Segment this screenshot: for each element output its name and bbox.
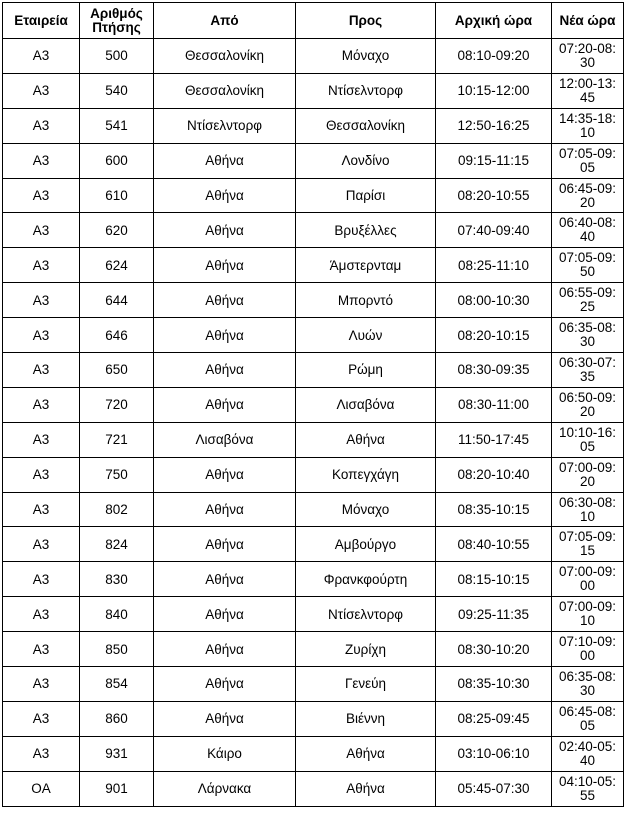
destination-cell: Μόναχο bbox=[296, 39, 436, 74]
flight-number-cell: 901 bbox=[80, 771, 154, 806]
table-body bbox=[3, 39, 624, 807]
flight-number-cell: 500 bbox=[80, 39, 154, 74]
table-row bbox=[3, 492, 624, 527]
original-time-cell: 08:35-10:15 bbox=[436, 492, 552, 527]
destination-cell: Ρώμη bbox=[296, 353, 436, 388]
table-row bbox=[3, 562, 624, 597]
origin-cell: Αθήνα bbox=[154, 667, 296, 702]
original-time-cell: 12:50-16:25 bbox=[436, 108, 552, 143]
airline-cell: A3 bbox=[3, 318, 80, 353]
origin-cell: Αθήνα bbox=[154, 178, 296, 213]
new-time-cell: 06:35-08:30 bbox=[552, 318, 624, 353]
origin-cell: Αθήνα bbox=[154, 283, 296, 318]
airline-cell: A3 bbox=[3, 39, 80, 74]
origin-cell: Αθήνα bbox=[154, 632, 296, 667]
flight-number-cell: 610 bbox=[80, 178, 154, 213]
flight-number-cell: 600 bbox=[80, 143, 154, 178]
header-row bbox=[3, 3, 624, 39]
airline-cell: A3 bbox=[3, 213, 80, 248]
flight-number-cell: 850 bbox=[80, 632, 154, 667]
new-time-cell: 07:10-09:00 bbox=[552, 632, 624, 667]
airline-cell: A3 bbox=[3, 736, 80, 771]
flight-number-cell: 650 bbox=[80, 353, 154, 388]
new-time-cell: 07:05-09:15 bbox=[552, 527, 624, 562]
table-row bbox=[3, 318, 624, 353]
origin-cell: Αθήνα bbox=[154, 527, 296, 562]
origin-cell: Αθήνα bbox=[154, 457, 296, 492]
original-time-cell: 09:15-11:15 bbox=[436, 143, 552, 178]
new-time-cell: 06:45-08:05 bbox=[552, 701, 624, 736]
destination-cell: Κοπεγχάγη bbox=[296, 457, 436, 492]
origin-cell: Αθήνα bbox=[154, 387, 296, 422]
original-time-cell: 08:20-10:15 bbox=[436, 318, 552, 353]
flight-number-cell: 540 bbox=[80, 73, 154, 108]
flight-schedule-table bbox=[2, 2, 624, 807]
destination-cell: Γενεύη bbox=[296, 667, 436, 702]
origin-cell: Αθήνα bbox=[154, 492, 296, 527]
header-airline: Εταιρεία bbox=[3, 3, 80, 39]
flight-number-cell: 802 bbox=[80, 492, 154, 527]
destination-cell: Ζυρίχη bbox=[296, 632, 436, 667]
new-time-cell: 04:10-05:55 bbox=[552, 771, 624, 806]
original-time-cell: 03:10-06:10 bbox=[436, 736, 552, 771]
flight-number-cell: 721 bbox=[80, 422, 154, 457]
new-time-cell: 06:45-09:20 bbox=[552, 178, 624, 213]
flight-number-cell: 860 bbox=[80, 701, 154, 736]
table-row bbox=[3, 771, 624, 806]
flight-number-cell: 830 bbox=[80, 562, 154, 597]
airline-cell: A3 bbox=[3, 73, 80, 108]
original-time-cell: 08:30-10:20 bbox=[436, 632, 552, 667]
table-row bbox=[3, 108, 624, 143]
header-from: Από bbox=[154, 3, 296, 39]
destination-cell: Μόναχο bbox=[296, 492, 436, 527]
table-row bbox=[3, 632, 624, 667]
new-time-cell: 07:00-09:10 bbox=[552, 597, 624, 632]
airline-cell: A3 bbox=[3, 597, 80, 632]
table-row bbox=[3, 736, 624, 771]
airline-cell: A3 bbox=[3, 143, 80, 178]
table-row bbox=[3, 73, 624, 108]
origin-cell: Αθήνα bbox=[154, 597, 296, 632]
new-time-cell: 07:00-09:20 bbox=[552, 457, 624, 492]
airline-cell: A3 bbox=[3, 387, 80, 422]
airline-cell: A3 bbox=[3, 283, 80, 318]
new-time-cell: 07:20-08:30 bbox=[552, 39, 624, 74]
new-time-cell: 14:35-18:10 bbox=[552, 108, 624, 143]
original-time-cell: 09:25-11:35 bbox=[436, 597, 552, 632]
flight-number-cell: 840 bbox=[80, 597, 154, 632]
airline-cell: A3 bbox=[3, 492, 80, 527]
flight-number-cell: 824 bbox=[80, 527, 154, 562]
flight-number-cell: 644 bbox=[80, 283, 154, 318]
original-time-cell: 08:30-11:00 bbox=[436, 387, 552, 422]
table-row bbox=[3, 597, 624, 632]
origin-cell: Αθήνα bbox=[154, 701, 296, 736]
new-time-cell: 06:50-09:20 bbox=[552, 387, 624, 422]
original-time-cell: 08:35-10:30 bbox=[436, 667, 552, 702]
origin-cell: Ντίσελντορφ bbox=[154, 108, 296, 143]
flight-number-cell: 646 bbox=[80, 318, 154, 353]
airline-cell: A3 bbox=[3, 248, 80, 283]
original-time-cell: 05:45-07:30 bbox=[436, 771, 552, 806]
original-time-cell: 08:25-09:45 bbox=[436, 701, 552, 736]
original-time-cell: 08:10-09:20 bbox=[436, 39, 552, 74]
new-time-cell: 10:10-16:05 bbox=[552, 422, 624, 457]
new-time-cell: 06:40-08:40 bbox=[552, 213, 624, 248]
table-row bbox=[3, 667, 624, 702]
destination-cell: Αμβούργο bbox=[296, 527, 436, 562]
new-time-cell: 12:00-13:45 bbox=[552, 73, 624, 108]
original-time-cell: 08:00-10:30 bbox=[436, 283, 552, 318]
airline-cell: A3 bbox=[3, 667, 80, 702]
origin-cell: Αθήνα bbox=[154, 213, 296, 248]
flight-number-cell: 750 bbox=[80, 457, 154, 492]
flight-number-cell: 854 bbox=[80, 667, 154, 702]
table-row bbox=[3, 387, 624, 422]
new-time-cell: 06:55-09:25 bbox=[552, 283, 624, 318]
original-time-cell: 08:15-10:15 bbox=[436, 562, 552, 597]
flight-number-cell: 624 bbox=[80, 248, 154, 283]
table-row bbox=[3, 353, 624, 388]
origin-cell: Θεσσαλονίκη bbox=[154, 39, 296, 74]
table-row bbox=[3, 39, 624, 74]
airline-cell: OA bbox=[3, 771, 80, 806]
destination-cell: Λυών bbox=[296, 318, 436, 353]
original-time-cell: 08:20-10:40 bbox=[436, 457, 552, 492]
table-row bbox=[3, 283, 624, 318]
table-row bbox=[3, 701, 624, 736]
flight-number-cell: 720 bbox=[80, 387, 154, 422]
original-time-cell: 08:40-10:55 bbox=[436, 527, 552, 562]
original-time-cell: 08:30-09:35 bbox=[436, 353, 552, 388]
origin-cell: Αθήνα bbox=[154, 562, 296, 597]
destination-cell: Αθήνα bbox=[296, 771, 436, 806]
origin-cell: Αθήνα bbox=[154, 248, 296, 283]
original-time-cell: 08:20-10:55 bbox=[436, 178, 552, 213]
table-row bbox=[3, 213, 624, 248]
airline-cell: A3 bbox=[3, 457, 80, 492]
header-new-time: Νέα ώρα bbox=[552, 3, 624, 39]
destination-cell: Φρανκφούρτη bbox=[296, 562, 436, 597]
table-row bbox=[3, 422, 624, 457]
airline-cell: A3 bbox=[3, 422, 80, 457]
origin-cell: Αθήνα bbox=[154, 318, 296, 353]
destination-cell: Λονδίνο bbox=[296, 143, 436, 178]
destination-cell: Μπορντό bbox=[296, 283, 436, 318]
new-time-cell: 02:40-05:40 bbox=[552, 736, 624, 771]
airline-cell: A3 bbox=[3, 178, 80, 213]
flight-number-cell: 541 bbox=[80, 108, 154, 143]
destination-cell: Βιέννη bbox=[296, 701, 436, 736]
airline-cell: A3 bbox=[3, 701, 80, 736]
destination-cell: Θεσσαλονίκη bbox=[296, 108, 436, 143]
destination-cell: Αθήνα bbox=[296, 736, 436, 771]
new-time-cell: 07:05-09:50 bbox=[552, 248, 624, 283]
airline-cell: A3 bbox=[3, 527, 80, 562]
original-time-cell: 08:25-11:10 bbox=[436, 248, 552, 283]
origin-cell: Λάρνακα bbox=[154, 771, 296, 806]
destination-cell: Αθήνα bbox=[296, 422, 436, 457]
table-row bbox=[3, 457, 624, 492]
origin-cell: Θεσσαλονίκη bbox=[154, 73, 296, 108]
table-row bbox=[3, 178, 624, 213]
destination-cell: Ντίσελντορφ bbox=[296, 597, 436, 632]
original-time-cell: 11:50-17:45 bbox=[436, 422, 552, 457]
airline-cell: A3 bbox=[3, 108, 80, 143]
airline-cell: A3 bbox=[3, 632, 80, 667]
new-time-cell: 06:30-07:35 bbox=[552, 353, 624, 388]
origin-cell: Αθήνα bbox=[154, 353, 296, 388]
table-row bbox=[3, 527, 624, 562]
origin-cell: Αθήνα bbox=[154, 143, 296, 178]
destination-cell: Παρίσι bbox=[296, 178, 436, 213]
original-time-cell: 10:15-12:00 bbox=[436, 73, 552, 108]
flight-number-cell: 620 bbox=[80, 213, 154, 248]
header-flight-number: Αριθμός Πτήσης bbox=[80, 3, 154, 39]
table-header bbox=[3, 3, 624, 39]
destination-cell: Ντίσελντορφ bbox=[296, 73, 436, 108]
flight-number-cell: 931 bbox=[80, 736, 154, 771]
destination-cell: Βρυξέλλες bbox=[296, 213, 436, 248]
origin-cell: Λισαβόνα bbox=[154, 422, 296, 457]
airline-cell: A3 bbox=[3, 353, 80, 388]
table-row bbox=[3, 248, 624, 283]
destination-cell: Λισαβόνα bbox=[296, 387, 436, 422]
new-time-cell: 06:30-08:10 bbox=[552, 492, 624, 527]
original-time-cell: 07:40-09:40 bbox=[436, 213, 552, 248]
header-original-time: Αρχική ώρα bbox=[436, 3, 552, 39]
destination-cell: Άμστερνταμ bbox=[296, 248, 436, 283]
header-to: Προς bbox=[296, 3, 436, 39]
airline-cell: A3 bbox=[3, 562, 80, 597]
new-time-cell: 06:35-08:30 bbox=[552, 667, 624, 702]
new-time-cell: 07:05-09:05 bbox=[552, 143, 624, 178]
table-row bbox=[3, 143, 624, 178]
new-time-cell: 07:00-09:00 bbox=[552, 562, 624, 597]
origin-cell: Κάιρο bbox=[154, 736, 296, 771]
